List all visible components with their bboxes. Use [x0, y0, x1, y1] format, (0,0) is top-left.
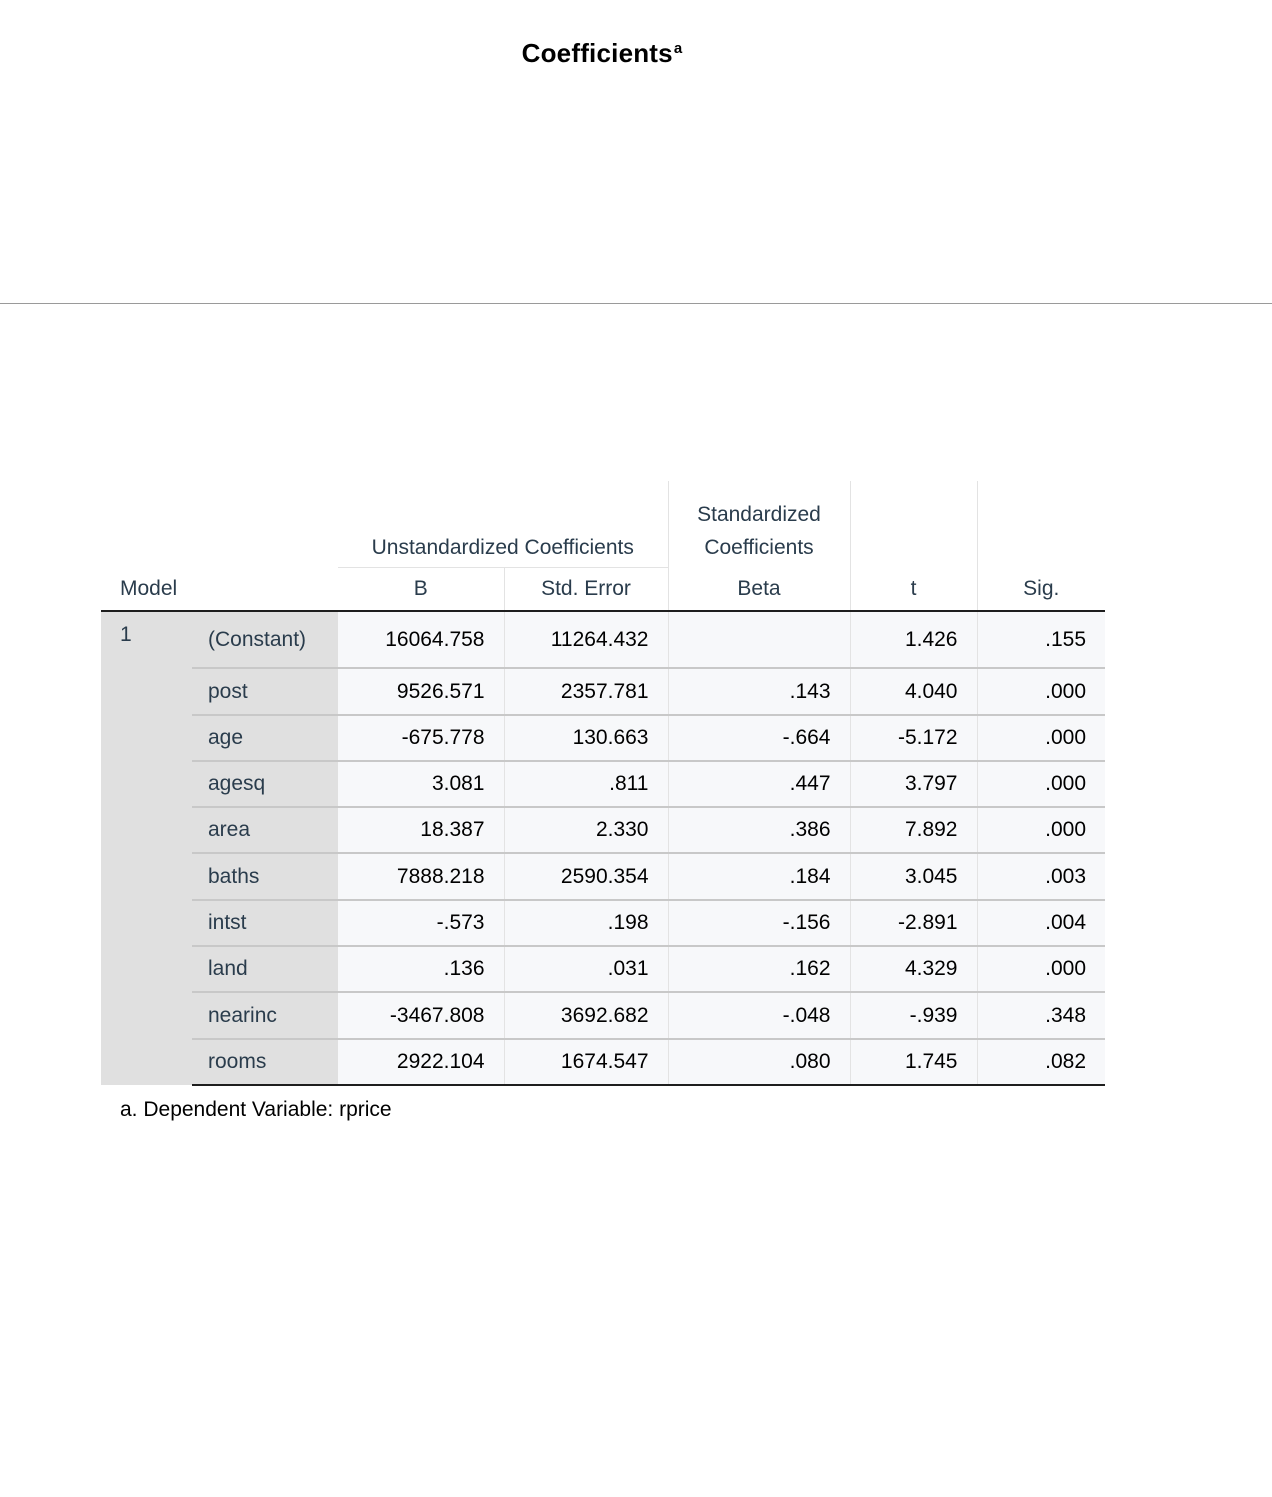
row-t: -2.891 — [850, 900, 977, 946]
row-t: 4.040 — [850, 668, 977, 715]
row-b: .136 — [338, 946, 504, 992]
row-beta — [668, 611, 850, 668]
row-std-error: 2357.781 — [504, 668, 668, 715]
row-beta: -.048 — [668, 992, 850, 1039]
row-b: 2922.104 — [338, 1039, 504, 1085]
table-row — [101, 853, 1105, 900]
header-unstandardized: Unstandardized Coefficients — [338, 529, 668, 567]
page-divider — [0, 303, 1272, 304]
table-row — [101, 715, 1105, 761]
row-variable: rooms — [192, 1039, 338, 1085]
table-title — [0, 38, 1204, 69]
row-t: -.939 — [850, 992, 977, 1039]
row-std-error: 3692.682 — [504, 992, 668, 1039]
row-t: 1.745 — [850, 1039, 977, 1085]
row-variable: (Constant) — [192, 611, 338, 668]
header-model: Model — [101, 567, 338, 611]
table-row — [101, 946, 1105, 992]
row-variable: intst — [192, 900, 338, 946]
table-row — [101, 807, 1105, 853]
table-row — [101, 1039, 1105, 1085]
row-variable: agesq — [192, 761, 338, 807]
row-beta: .386 — [668, 807, 850, 853]
row-b: -675.778 — [338, 715, 504, 761]
header-row-2 — [101, 529, 1105, 567]
model-number: 1 — [101, 611, 192, 1085]
header-standardized-line2: Coefficients — [668, 529, 850, 567]
header-blank-cell — [101, 481, 338, 529]
row-t: 3.797 — [850, 761, 977, 807]
header-row-1 — [101, 481, 1105, 529]
row-variable: nearinc — [192, 992, 338, 1039]
footnote: a. Dependent Variable: rprice — [120, 1098, 392, 1121]
row-beta: .184 — [668, 853, 850, 900]
row-sig: .082 — [977, 1039, 1105, 1085]
row-std-error: .811 — [504, 761, 668, 807]
row-sig: .000 — [977, 807, 1105, 853]
header-blank-cell-3 — [101, 529, 338, 567]
row-variable: baths — [192, 853, 338, 900]
row-variable: area — [192, 807, 338, 853]
row-b: -3467.808 — [338, 992, 504, 1039]
row-b: 16064.758 — [338, 611, 504, 668]
header-std-error: Std. Error — [504, 567, 668, 611]
table-row — [101, 761, 1105, 807]
row-std-error: 2.330 — [504, 807, 668, 853]
row-std-error: 1674.547 — [504, 1039, 668, 1085]
table-row — [101, 668, 1105, 715]
row-std-error: .031 — [504, 946, 668, 992]
table-row — [101, 900, 1105, 946]
row-std-error: 2590.354 — [504, 853, 668, 900]
row-b: 18.387 — [338, 807, 504, 853]
row-beta: -.156 — [668, 900, 850, 946]
row-b: 7888.218 — [338, 853, 504, 900]
header-beta: Beta — [668, 567, 850, 611]
row-std-error: .198 — [504, 900, 668, 946]
row-variable: age — [192, 715, 338, 761]
header-standardized-line1: Standardized — [668, 481, 850, 529]
row-beta: .143 — [668, 668, 850, 715]
row-sig: .155 — [977, 611, 1105, 668]
row-std-error: 130.663 — [504, 715, 668, 761]
header-t: t — [850, 567, 977, 611]
row-b: 9526.571 — [338, 668, 504, 715]
row-beta: .162 — [668, 946, 850, 992]
header-blank-sig — [977, 481, 1105, 529]
row-sig: .004 — [977, 900, 1105, 946]
title-footnote-marker: a — [673, 40, 683, 57]
table-title-text: Coefficients — [521, 38, 673, 68]
row-variable: post — [192, 668, 338, 715]
row-b: -.573 — [338, 900, 504, 946]
row-sig: .000 — [977, 715, 1105, 761]
coefficients-table — [101, 481, 1105, 1086]
row-b: 3.081 — [338, 761, 504, 807]
header-blank-t — [850, 481, 977, 529]
row-t: 1.426 — [850, 611, 977, 668]
row-sig: .000 — [977, 668, 1105, 715]
row-t: 4.329 — [850, 946, 977, 992]
row-t: -5.172 — [850, 715, 977, 761]
row-std-error: 11264.432 — [504, 611, 668, 668]
header-row-3 — [101, 567, 1105, 611]
table-row — [101, 992, 1105, 1039]
row-beta: .447 — [668, 761, 850, 807]
row-sig: .348 — [977, 992, 1105, 1039]
row-sig: .000 — [977, 946, 1105, 992]
row-beta: .080 — [668, 1039, 850, 1085]
header-blank-cell-2 — [338, 481, 668, 529]
row-beta: -.664 — [668, 715, 850, 761]
row-t: 3.045 — [850, 853, 977, 900]
header-blank-t-2 — [850, 529, 977, 567]
header-sig: Sig. — [977, 567, 1105, 611]
table-row — [101, 611, 1105, 668]
header-b: B — [338, 567, 504, 611]
header-blank-sig-2 — [977, 529, 1105, 567]
row-sig: .000 — [977, 761, 1105, 807]
row-t: 7.892 — [850, 807, 977, 853]
row-variable: land — [192, 946, 338, 992]
row-sig: .003 — [977, 853, 1105, 900]
